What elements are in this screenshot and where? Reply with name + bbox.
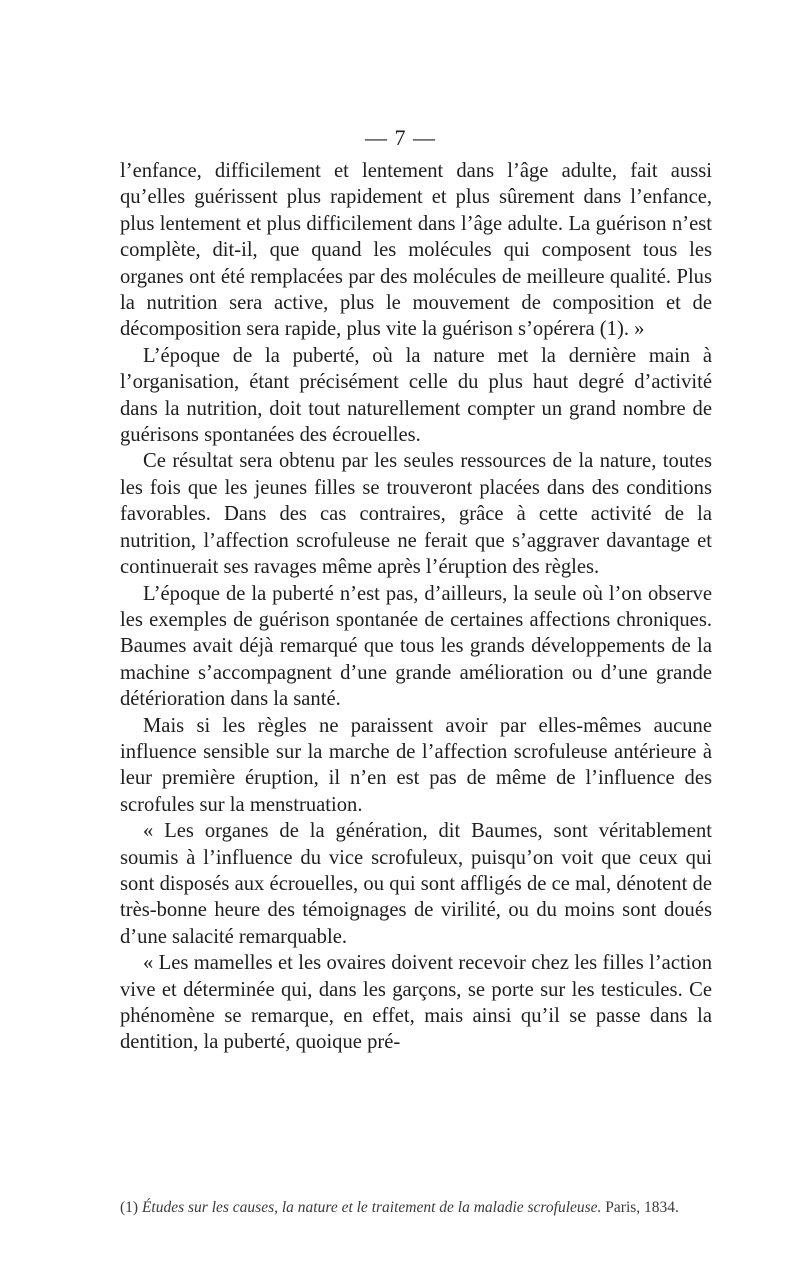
footnote — [120, 1198, 712, 1217]
footnote-title: Études sur les causes, la nature et le traitement de la maladie scrofuleuse. — [141, 1199, 602, 1216]
body-text — [120, 158, 712, 1056]
paragraph-2: L’époque de la puberté, où la nature met la dernière main à l’organisation, étant précisément celle du plus haut degré d’activité dans la nutrition, doit tout naturellement compter un grand nombre de guérisons spontanées des écrouelles. — [120, 344, 712, 447]
footnote-publication: Paris, 1834. — [605, 1199, 679, 1216]
paragraph-1: l’enfance, difficilement et lentement dans l’âge adulte, fait aussi qu’elles guérissent plus rapidement et plus sûrement dans l’enfance, plus lentement et plus difficilement dans l’âge adulte. La guérison n’est complète, dit-il, que quand les molécules qui composent tous les organes ont été remplacées par des molécules de meilleure qualité. Plus la nutrition sera active, plus le mouvement de composition et de décomposition sera rapide, plus vite la guérison s’opérera (1). » — [120, 160, 712, 341]
paragraph-3: Ce résultat sera obtenu par les seules ressources de la nature, toutes les fois que les jeunes filles se trouveront placées dans des conditions favorables. Dans des cas contraires, grâce à cette activité de la nutrition, l’affection scrofuleuse ne ferait que s’aggraver davantage et continuerait ses ravages même après l’éruption des règles. — [120, 450, 712, 579]
paragraph-6: « Les organes de la génération, dit Baumes, sont véritablement soumis à l’influence du vice scrofuleux, puisqu’on voit que ceux qui sont disposés aux écrouelles, ou qui sont affligés de ce mal, dénotent de très-bonne heure des témoignages de virilité, ou du moins sont doués d’une salacité remarquable. — [120, 820, 712, 948]
paragraph-4: L’époque de la puberté n’est pas, d’ailleurs, la seule où l’on observe les exemples de guérison spontanée de certaines affections chroniques. Baumes avait déjà remarqué que tous les grands développements de la machine s’accompagnent d’une grande amélioration ou d’une grande détérioration dans la santé. — [120, 582, 712, 711]
paragraph-5: Mais si les règles ne paraissent avoir par elles-mêmes aucune influence sensible sur la marche de l’affection scrofuleuse antérieure à leur première éruption, il n’en est pas de même de l’influence des scrofules sur la menstruation. — [120, 714, 712, 816]
footnote-marker: (1) — [120, 1199, 139, 1216]
page-number: — 7 — — [365, 125, 436, 150]
paragraph-7: « Les mamelles et les ovaires doivent recevoir chez les filles l’action vive et déterminée qui, dans les garçons, se porte sur les testicules. Ce phénomène se remarque, en effet, mais ainsi qu’il se passe dans la dentition, la puberté, quoique pré- — [120, 952, 712, 1054]
